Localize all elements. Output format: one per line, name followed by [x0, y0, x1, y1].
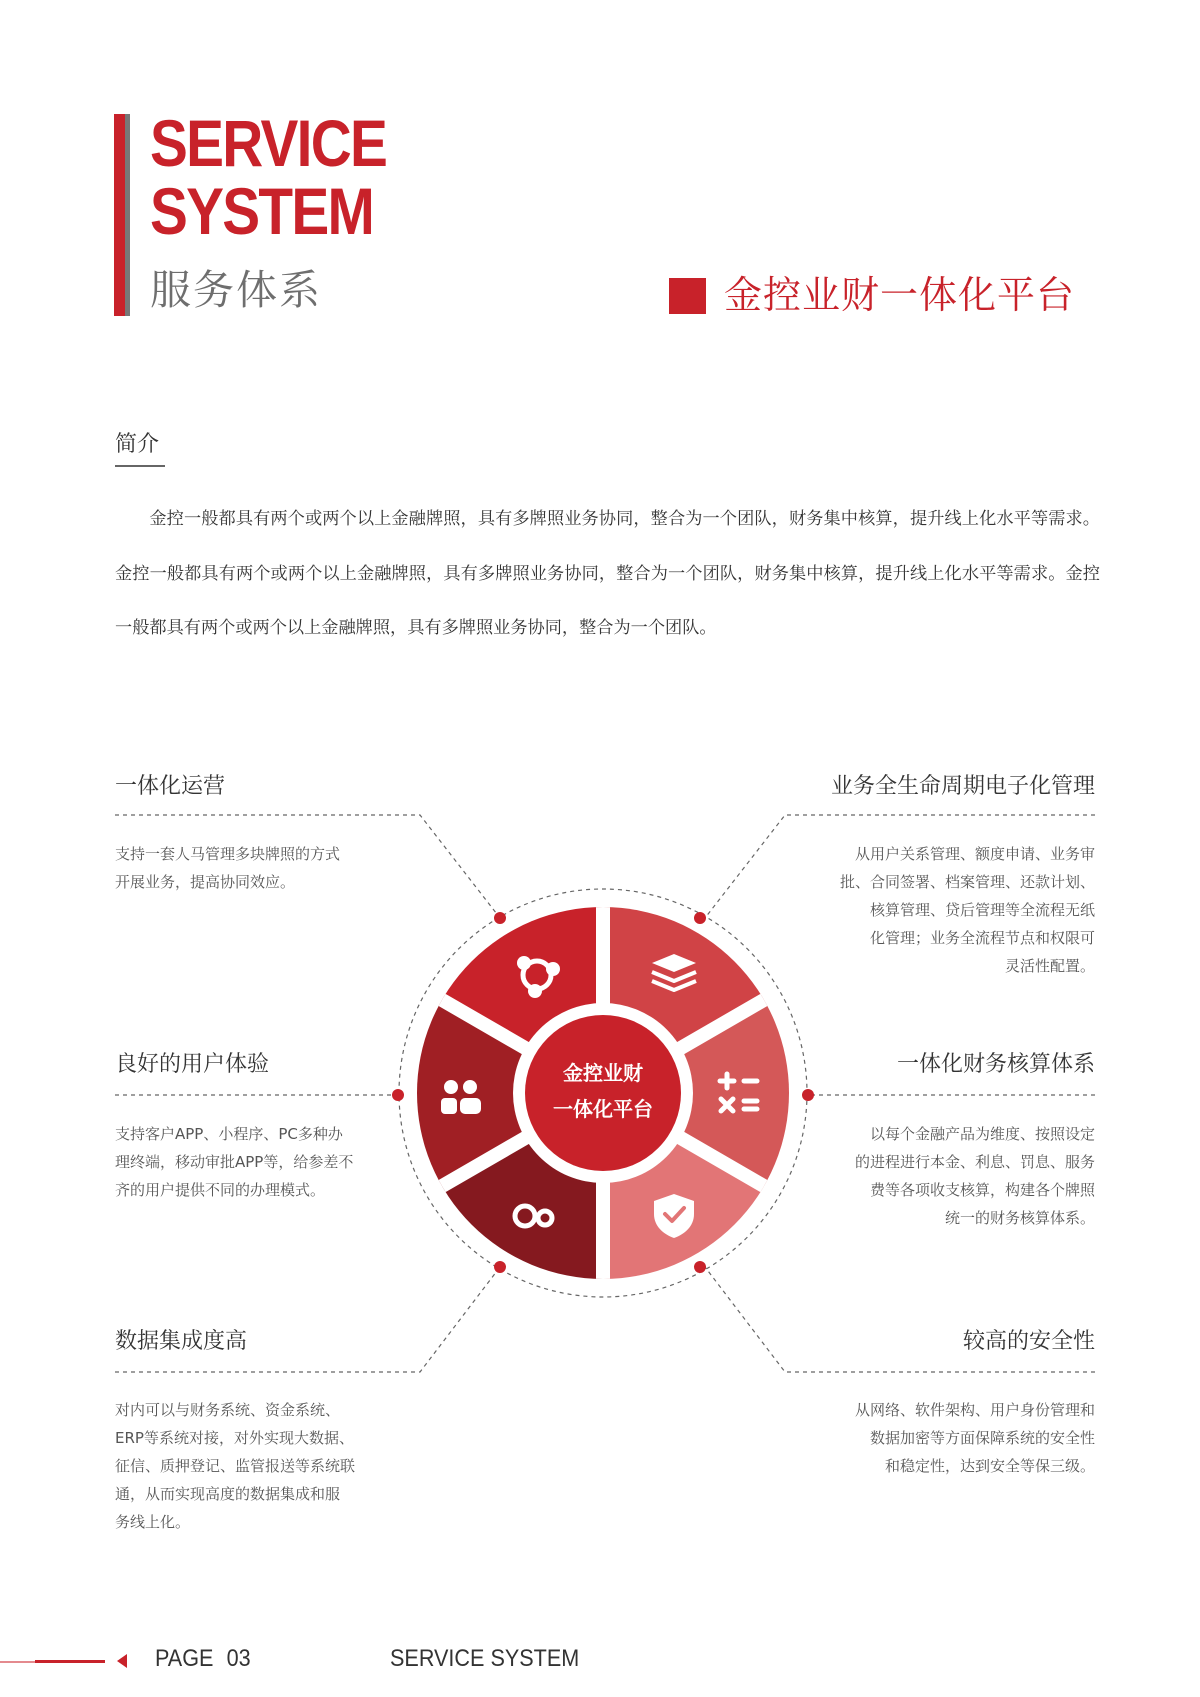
desc-line: 理终端，移动审批APP等，给参差不	[115, 1153, 354, 1171]
desc-line: 对内可以与财务系统、资金系统、	[115, 1401, 341, 1419]
footer-line-light	[0, 1661, 35, 1663]
feature-desc-integrated-operation	[115, 840, 375, 896]
footer-line	[35, 1660, 105, 1663]
desc-line: 和稳定性，达到安全等保三级。	[884, 1457, 1095, 1475]
desc-line: 齐的用户提供不同的办理模式。	[115, 1181, 326, 1199]
desc-line: 的进程进行本金、利息、罚息、服务	[854, 1153, 1095, 1171]
header-title-en-line2: SYSTEM	[150, 174, 374, 248]
section-square-icon	[669, 278, 706, 314]
desc-line: 化管理；业务全流程节点和权限可	[869, 929, 1095, 947]
feature-title-user-experience: 良好的用户体验	[115, 1052, 270, 1077]
footer-arrow-left-icon	[117, 1654, 127, 1668]
center-label-line1: 金控业财	[563, 1061, 643, 1085]
header-title-cn: 服务体系	[150, 266, 322, 314]
header-accent-bar-shadow	[125, 114, 130, 316]
header-accent-bar	[114, 114, 125, 316]
desc-line: 批、合同签署、档案管理、还款计划、	[839, 873, 1095, 891]
feature-desc-user-experience	[115, 1120, 375, 1204]
feature-desc-lifecycle-management	[835, 840, 1095, 980]
desc-line: 统一的财务核算体系。	[944, 1209, 1095, 1227]
footer-page-label: PAGE	[155, 1645, 214, 1672]
desc-line: 务线上化。	[115, 1513, 191, 1531]
desc-line: 开展业务，提高协同效应。	[115, 873, 296, 891]
intro-paragraph: 金控一般都具有两个或两个以上金融牌照，具有多牌照业务协同，整合为一个团队，财务集中核算，提升线上化水平等需求。金控一般都具有两个或两个以上金融牌照，具有多牌照业务协同，整合为一个团队，财务集中核算，提升线上化水平等需求。金控一般都具有两个或两个以上金融牌照，具有多牌照业务协同，整合为一个团队。	[115, 509, 1100, 638]
footer-title: SERVICE SYSTEM	[390, 1645, 580, 1672]
feature-title-finance-accounting: 一体化财务核算体系	[896, 1052, 1095, 1077]
feature-desc-data-integration	[115, 1396, 375, 1536]
desc-line: 费等各项收支核算，构建各个牌照	[869, 1181, 1095, 1199]
desc-line: ERP等系统对接，对外实现大数据、	[115, 1429, 354, 1447]
feature-title-lifecycle-management: 业务全生命周期电子化管理	[830, 774, 1095, 799]
feature-title-security: 较高的安全性	[962, 1329, 1095, 1354]
feature-desc-security	[835, 1396, 1095, 1480]
section-title: 金控业财一体化平台	[724, 273, 1076, 317]
desc-line: 数据加密等方面保障系统的安全性	[869, 1429, 1095, 1447]
desc-line: 从用户关系管理、额度申请、业务审	[854, 845, 1095, 863]
desc-line: 支持客户APP、小程序、PC多种办	[115, 1125, 343, 1143]
desc-line: 从网络、软件架构、用户身份管理和	[854, 1401, 1095, 1419]
desc-line: 支持一套人马管理多块牌照的方式	[115, 845, 341, 863]
desc-line: 以每个金融产品为维度、按照设定	[869, 1125, 1095, 1143]
footer-page-number: 03	[226, 1645, 251, 1672]
center-label-line2: 一体化平台	[553, 1097, 653, 1121]
header-title-en-line1: SERVICE	[150, 106, 387, 180]
feature-title-data-integration: 数据集成度高	[115, 1329, 248, 1354]
desc-line: 核算管理、贷后管理等全流程无纸	[869, 901, 1095, 919]
intro-heading-underline	[115, 465, 165, 467]
intro-heading: 简介	[115, 432, 160, 457]
feature-desc-finance-accounting	[835, 1120, 1095, 1232]
desc-line: 征信、质押登记、监管报送等系统联	[115, 1457, 356, 1475]
footer-page-indicator	[155, 1644, 251, 1674]
feature-title-integrated-operation: 一体化运营	[115, 774, 226, 799]
desc-line: 通，从而实现高度的数据集成和服	[115, 1485, 341, 1503]
center-label	[528, 1055, 678, 1127]
desc-line: 灵活性配置。	[1004, 957, 1095, 975]
